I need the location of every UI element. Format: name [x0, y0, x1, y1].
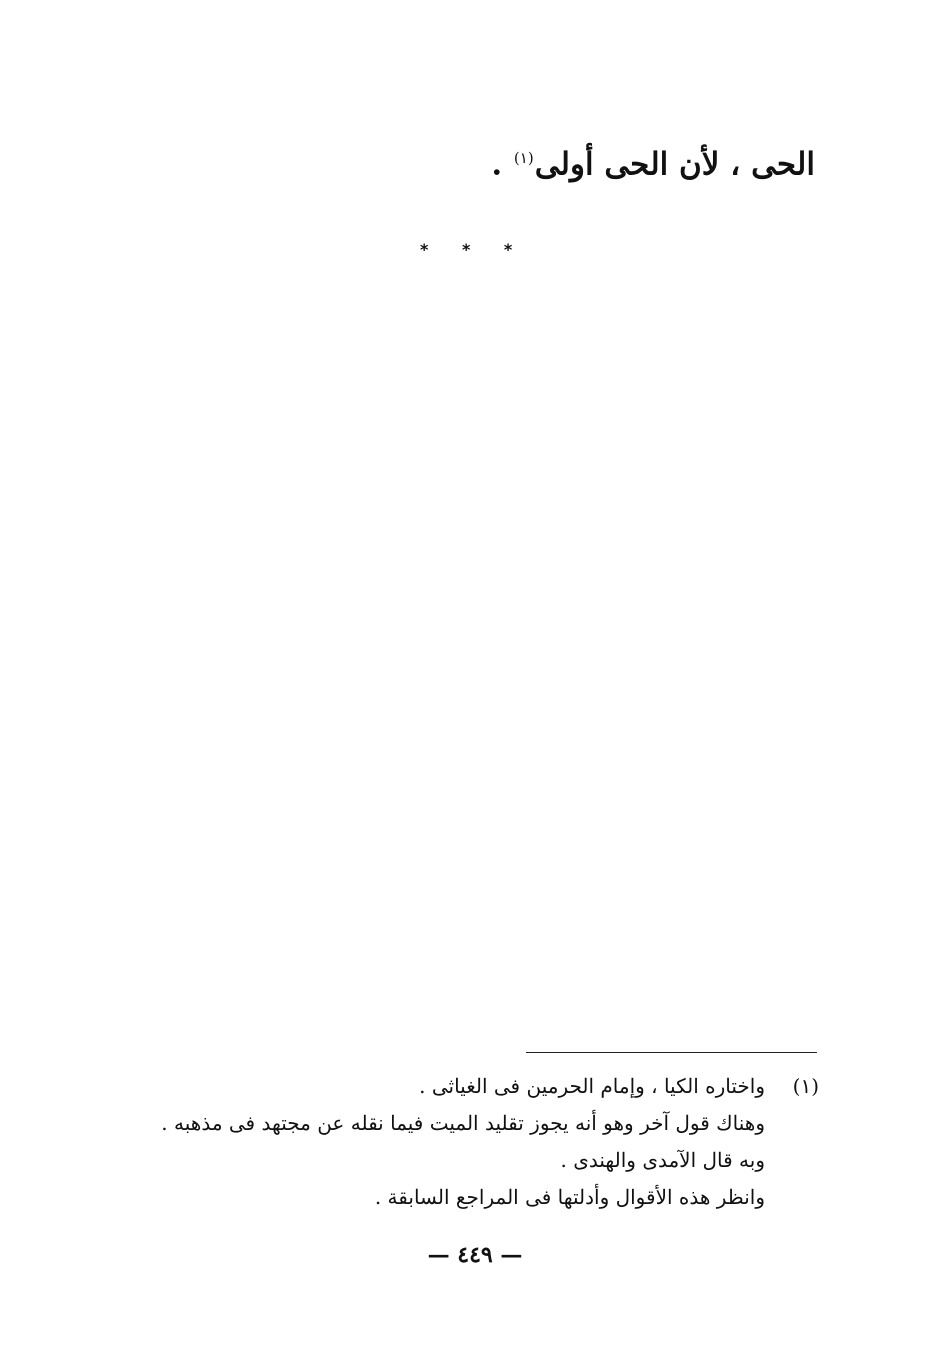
footnote-body: [139, 1068, 765, 1216]
footnote-line: واختاره الكيا ، وإمام الحرمين فى الغياثى .: [419, 1074, 765, 1098]
footnote-line: وانظر هذه الأقوال وأدلتها فى المراجع السابقة .: [374, 1185, 765, 1209]
section-separator: * * *: [420, 240, 527, 259]
footnote-line: وهناك قول آخر وهو أنه يجوز تقليد الميت فيما نقله عن مجتهد فى مذهبه .: [161, 1111, 765, 1135]
footnote-reference: (١): [513, 149, 534, 167]
main-text-line: [215, 136, 815, 186]
main-text-end: .: [491, 146, 513, 183]
main-text: الحى ، لأن الحى أولى: [534, 146, 815, 183]
page-number: — ٤٤٩ —: [427, 1242, 523, 1268]
footnote-line: وبه قال الآمدى والهندى .: [560, 1148, 765, 1172]
footnote-divider: [526, 1052, 817, 1053]
footnotes-block: [139, 1068, 819, 1216]
footnote-marker: (١): [792, 1074, 819, 1098]
